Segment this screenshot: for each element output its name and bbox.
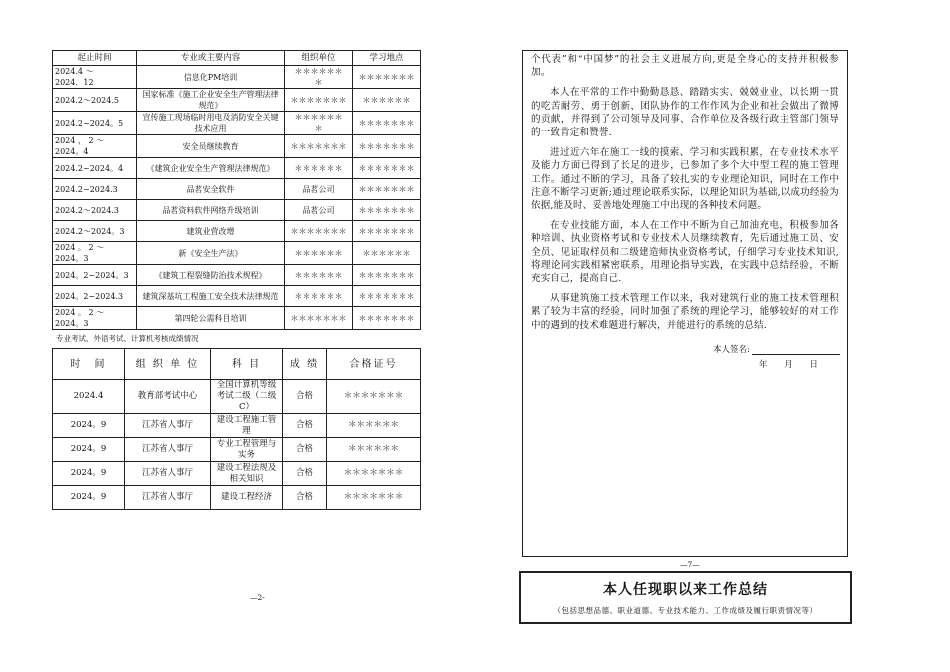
cert-time-cell: 2024。9: [53, 438, 125, 462]
cert-time-cell: 2024。9: [53, 462, 125, 486]
exam-caption: 专业考试、外语考试、计算机考核成绩情况: [56, 334, 199, 343]
summary-paragraph: 本人在平常的工作中勤勤恳恳、踏踏实实、兢兢业业，以长期一贯的吃苦耐劳、勇于创新、团队协作的工作作风为企业和社会做出了微博的贡献，并得到了公司领导及同事、合作单位及各级行政主管部门领导的一致肯定和赞誉.: [531, 87, 839, 139]
training-place-cell: ＊＊＊＊＊＊＊: [353, 307, 421, 330]
training-place-cell: ＊＊＊＊＊＊＊: [353, 221, 421, 242]
training-place-cell: ＊＊＊＊＊＊＊: [353, 135, 421, 158]
cert-subject-cell: 专业工程管理与实务: [211, 438, 283, 462]
training-org-cell: ＊＊＊＊＊＊: [285, 286, 353, 307]
cert-org-cell: 江苏省人事厅: [125, 438, 211, 462]
training-content-cell: 《建筑企业安全生产管理法律规范》: [137, 158, 285, 179]
training-place-cell: ＊＊＊＊＊＊: [353, 242, 421, 265]
training-period-cell: 2024.2～2024.3: [53, 200, 137, 221]
cert-subject-cell: 建设工程经济: [211, 486, 283, 510]
cert-result-cell: 合格: [283, 438, 327, 462]
training-org-cell: ＊＊＊＊＊＊ ＊: [285, 112, 353, 135]
cert-row: [53, 380, 421, 414]
cert-org-cell: 江苏省人事厅: [125, 486, 211, 510]
training-row: [53, 135, 421, 158]
training-content-cell: 第四轮公需科目培训: [137, 307, 285, 330]
page-number-right: —7—: [680, 560, 700, 569]
header-place: 学习地点: [353, 51, 421, 66]
cert-number-cell: ＊＊＊＊＊＊＊: [327, 462, 421, 486]
training-place-cell: ＊＊＊＊＊＊＊: [353, 265, 421, 286]
training-place-cell: ＊＊＊＊＊＊＊: [353, 112, 421, 135]
section-title: 本人任现职以来工作总结: [603, 582, 768, 598]
cert-number-cell: ＊＊＊＊＊＊: [327, 438, 421, 462]
training-place-cell: ＊＊＊＊＊＊＊: [353, 200, 421, 221]
training-content-cell: 《建筑工程裂缝防治技术规程》: [137, 265, 285, 286]
training-row: [53, 221, 421, 242]
cert-result-cell: 合格: [283, 486, 327, 510]
section-title-box: [519, 571, 852, 624]
training-content-cell: 新《安全生产法》: [137, 242, 285, 265]
training-row: [53, 265, 421, 286]
signature-line: [713, 343, 840, 355]
header-org: 组织单位: [285, 51, 353, 66]
training-org-cell: ＊＊＊＊＊＊＊: [285, 135, 353, 158]
training-org-cell: 品茗公司: [285, 200, 353, 221]
training-content-cell: 安全员继续教育: [137, 135, 285, 158]
date-label: 年 月 日: [759, 360, 818, 370]
training-org-cell: 品茗公司: [285, 179, 353, 200]
cert-org-cell: 教育部考试中心: [125, 380, 211, 414]
cert-result-cell: 合格: [283, 380, 327, 414]
training-content-cell: 建筑业营改增: [137, 221, 285, 242]
training-content-cell: 国家标准《施工企业安全生产管理法律规范》: [137, 89, 285, 112]
cert-number-cell: ＊＊＊＊＊＊＊: [327, 380, 421, 414]
training-period-cell: 2024.4 ～ 2024．12: [53, 66, 137, 89]
training-period-cell: 2024 。 2 ～ 2024。3: [53, 307, 137, 330]
page-number-left: —2-: [250, 593, 265, 602]
training-period-cell: 2024。2~2024。3: [53, 265, 137, 286]
training-content-cell: 品茗资料软件网络升级培训: [137, 200, 285, 221]
training-period-cell: 2024.2～2024.5: [53, 89, 137, 112]
training-org-cell: ＊＊＊＊＊＊: [285, 242, 353, 265]
training-period-cell: 2024 ， 2 ～ 2024。4: [53, 135, 137, 158]
summary-text: [523, 51, 847, 332]
summary-paragraph: 个代表”和“中国梦”的社会主义进展方向,更是全身心的支持并积极参加。: [531, 54, 839, 79]
training-org-cell: ＊＊＊＊＊＊ ＊: [285, 66, 353, 89]
header-cert-org: 组 织 单 位: [125, 349, 211, 380]
training-row: [53, 158, 421, 179]
summary-paragraph: 从事建筑施工技术管理工作以来，我对建筑行业的施工技术管理积累了较为丰富的经验，同时加强了系统的理论学习，能够较好的对工作中的遇到的技术难题进行解决，并能进行的系统的总结.: [531, 293, 839, 331]
training-content-cell: 信息化PM培训: [137, 66, 285, 89]
training-org-cell: ＊＊＊＊＊＊: [285, 265, 353, 286]
training-period-cell: 2024.2~2024。5: [53, 112, 137, 135]
training-content-cell: 宣传施工现场临时用电及消防安全关键技术应用: [137, 112, 285, 135]
cert-subject-cell: 建设工程法规及相关知识: [211, 462, 283, 486]
training-row: [53, 307, 421, 330]
training-row: [53, 179, 421, 200]
cert-subject-cell: 建设工程施工管理: [211, 414, 283, 438]
training-org-cell: ＊＊＊＊＊＊＊: [285, 307, 353, 330]
training-row: [53, 89, 421, 112]
cert-org-cell: 江苏省人事厅: [125, 462, 211, 486]
training-period-cell: 2024.2～2024。3: [53, 221, 137, 242]
right-page-summary-frame: [522, 50, 848, 557]
cert-result-cell: 合格: [283, 462, 327, 486]
training-header-row: [53, 51, 421, 66]
cert-row: [53, 414, 421, 438]
training-period-cell: 2024。2~2024.3: [53, 286, 137, 307]
training-org-cell: ＊＊＊＊＊＊＊: [285, 89, 353, 112]
cert-row: [53, 486, 421, 510]
left-page: [52, 50, 420, 602]
cert-time-cell: 2024。9: [53, 414, 125, 438]
training-content-cell: 品茗安全软件: [137, 179, 285, 200]
training-row: [53, 286, 421, 307]
signature-blank: [752, 345, 840, 355]
training-row: [53, 200, 421, 221]
cert-row: [53, 462, 421, 486]
cert-row: [53, 438, 421, 462]
cert-table: [52, 348, 421, 510]
training-org-cell: ＊＊＊＊＊＊: [285, 158, 353, 179]
training-place-cell: ＊＊＊＊＊＊＊: [353, 158, 421, 179]
training-place-cell: ＊＊＊＊＊＊: [353, 89, 421, 112]
training-content-cell: 建筑深基坑工程施工安全技术法律规范: [137, 286, 285, 307]
cert-time-cell: 2024.4: [53, 380, 125, 414]
header-time: 时 间: [53, 349, 125, 380]
cert-header-row: [53, 349, 421, 380]
training-row: [53, 242, 421, 265]
section-note: （包括思想品德、职业道德、专业技术能力、工作成绩及履行职责情况等）: [553, 606, 818, 615]
training-place-cell: ＊＊＊＊＊＊＊: [353, 179, 421, 200]
training-table: [52, 50, 421, 330]
header-cert-no: 合格证号: [327, 349, 421, 380]
summary-paragraph: 进过近六年在施工一线的摸索、学习和实践积累，在专业技术水平及能力方面已得到了长足的进步，已参加了多个大中型工程的施工管理工作。通过不断的学习，具备了较扎实的专业理论知识，同时在工作中注意不断学习更新;通过理论联系实际，以理论知识为基础,以成功经验为依据,能及时、妥善地处理施工中出现的各种技术问题。: [531, 147, 839, 212]
training-place-cell: ＊＊＊＊＊＊＊: [353, 286, 421, 307]
summary-paragraph: 在专业技能方面，本人在工作中不断为自己加油充电，积极参加各种培训、执业资格考试和专业技术人员继续教育，先后通过施工员、安全员、见证取样员和二级建造师执业资格考试，仔细学习专业技术知识,将理论同实践相紧密联系，用理论指导实践，在实践中总结经验，不断充实自己，提高自己.: [531, 220, 839, 285]
header-period: 起止时间: [53, 51, 137, 66]
training-period-cell: 2024 。 2 ～ 2024。3: [53, 242, 137, 265]
cert-time-cell: 2024。9: [53, 486, 125, 510]
training-period-cell: 2024.2~2024。4: [53, 158, 137, 179]
cert-subject-cell: 全国计算机等级考试二级（二级C）: [211, 380, 283, 414]
training-place-cell: ＊＊＊＊＊＊＊: [353, 66, 421, 89]
cert-result-cell: 合格: [283, 414, 327, 438]
header-subject: 科 目: [211, 349, 283, 380]
header-result: 成 绩: [283, 349, 327, 380]
signature-label: 本人签名:: [713, 345, 750, 355]
cert-number-cell: ＊＊＊＊＊＊: [327, 414, 421, 438]
training-row: [53, 66, 421, 89]
cert-number-cell: ＊＊＊＊＊＊＊: [327, 486, 421, 510]
training-row: [53, 112, 421, 135]
training-org-cell: ＊＊＊＊＊＊＊: [285, 221, 353, 242]
header-content: 专业或主要内容: [137, 51, 285, 66]
cert-org-cell: 江苏省人事厅: [125, 414, 211, 438]
training-period-cell: 2024.2~2024.3: [53, 179, 137, 200]
